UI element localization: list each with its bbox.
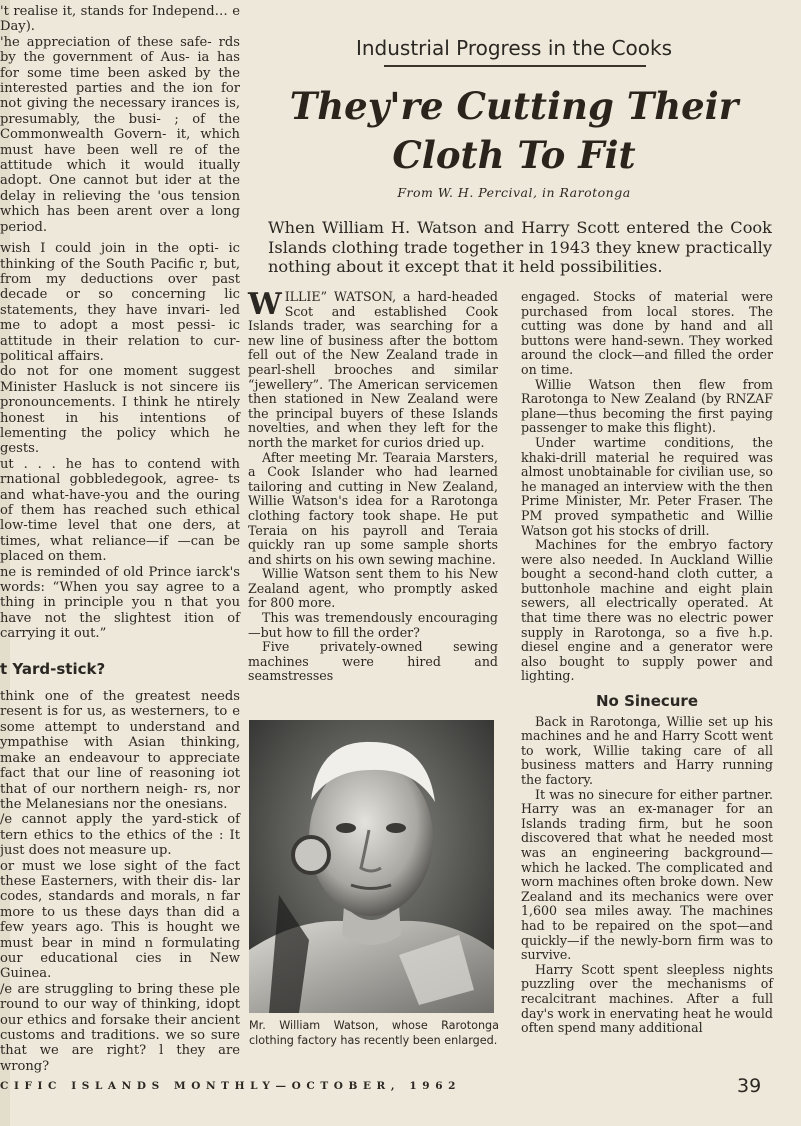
title-line: Cloth To Fit: [392, 133, 636, 177]
article-column-2: [521, 290, 773, 1036]
drop-cap: W: [248, 287, 282, 322]
left-paragraph: 'he appreciation of these safe- rds by the government of Aus- ia has for some time been asked by the interested parties and the ion for not giving the necessary irances is, presumably, the busi- ; of the Commonwealth Govern- it, which must have been well re of the attitude which it would itually adopt. One cannot but ider at the delay in relieving the 'ous tension which has been arent over a long period.: [0, 34, 240, 235]
page-number: 39: [737, 1075, 762, 1097]
body-paragraph: Harry Scott spent sleepless nights puzzling over the mechanisms of recalcitrant machines. After a full day's work in enervating heat he would often spend many additional: [521, 961, 773, 1036]
standfirst: When William H. Watson and Harry Scott entered the Cook Islands clothing trade together in 1943 they knew practically nothing about it except that it held possibilities.: [268, 218, 772, 276]
left-paragraph: wish I could join in the opti- ic thinking of the South Pacific r, but, from my deductions over past decade or so concerning lic statements, they have invari- led me to adopt a most pessi- ic attitude in their relation to cur- political affairs.: [0, 241, 240, 364]
left-subheading: t Yard-stick?: [0, 659, 106, 678]
left-paragraph: do not for one moment suggest Minister Hasluck is not sincere iis pronouncements. I think he ntirely honest in his intentions of lementing the policy which he gests.: [0, 364, 240, 457]
left-paragraph: think one of the greatest needs resent is for us, as westerners, to e some attempt to understand and ympathise with Asian thinking, make an endeavour to appreciate fact that our line of reasoning iot that of our northern neigh- rs, nor the Melanesians nor the onesians.: [0, 689, 240, 812]
running-footer: CIFIC ISLANDS MONTHLY—OCTOBER, 1962: [0, 1080, 462, 1092]
section-subheading: No Sinecure: [595, 692, 699, 711]
left-paragraph: ut . . . he has to contend with rnational gobbledegook, agree- ts and what-have-you and the ouring of them has reached such ethical low-time level that one ders, at times, what reliance—if —can be placed on them.: [0, 456, 240, 565]
portrait-photo: [249, 720, 494, 1013]
article-kicker: Industrial Progress in the Cooks: [355, 36, 673, 60]
body-paragraph: It was no sinecure for either partner. Harry was an ex-manager for an Islands trading firm, but he soon discovered that what he needed most was an engineering background—which he lacked. The complicated and worn machines often broke down. New Zealand and its mechanics were over 1,600 sea miles away. The machines had to be repaired on the spot—and quickly—if the newly-born firm was to survive.: [521, 786, 773, 963]
left-paragraph: 't realise it, stands for Independ… e Day).: [0, 4, 240, 35]
left-paragraph: /e are struggling to bring these ple round to our way of thinking, idopt our ethics and forsake their ancient customs and traditions. we so sure that we are right? l they are wrong?: [0, 981, 240, 1074]
body-paragraph: Five privately-owned sewing machines were hired and seamstresses: [248, 639, 498, 684]
body-paragraph: Under wartime conditions, the khaki-drill material he required was almost unobtainable for civilian use, so he managed an interview with the then Prime Minister, Mr. Peter Fraser. The PM proved sympathetic and Willie Watson got his stocks of drill.: [521, 434, 773, 538]
left-paragraph: or must we lose sight of the fact these Easterners, with their dis- lar codes, standards and morals, n far more to us these days than did a few years ago. This is hought we must bear in mind n formulating our educational cies in New Guinea.: [0, 858, 240, 982]
lead-paragraph: [248, 287, 498, 451]
body-paragraph: This was tremendously encouraging—but how to fill the order?: [248, 610, 498, 640]
byline: From W. H. Percival, in Rarotonga: [397, 185, 631, 200]
portrait-image: [249, 720, 494, 1013]
article-title: [256, 82, 772, 180]
body-paragraph: Machines for the embryo factory were also needed. In Auckland Willie bought a second-hand cloth cutter, a buttonhole machine and eight plain sewers, all electrically operated. At that time there was no electric power supply in Rarotonga, so a five h.p. diesel engine and a generator were also bought to supply power and lighting.: [521, 537, 773, 684]
photo-caption: Mr. William Watson, whose Rarotonga clothing factory has recently been enlarged.: [249, 1019, 499, 1047]
body-paragraph: Willie Watson then flew from Rarotonga to New Zealand (by RNZAF plane—thus becoming the first paying passenger to make this flight).: [521, 376, 773, 436]
body-paragraph: engaged. Stocks of material were purchased from local stores. The cutting was done by hand and all buttons were hand-sewn. They worked around the clock—and filled the order on time.: [521, 289, 773, 377]
title-line: They're Cutting Their: [289, 84, 739, 128]
previous-article-column: [0, 4, 240, 1074]
left-paragraph: /e cannot apply the yard-stick of tern ethics to the ethics of the : It just does not measure up.: [0, 812, 240, 859]
kicker-rule: [384, 65, 646, 67]
lead-text: ILLIE” WATSON, a hard-headed Scot and established Cook Islands trader, was searching for a new line of business after the bottom fell out of the New Zealand trade in pearl-shell brooches and similar “jewellery”. The American servicemen then stationed in New Zealand were the principal buyers of these Islands novelties, and when they left for the north the market for curios dried up.: [248, 289, 498, 450]
body-paragraph: Back in Rarotonga, Willie set up his machines and he and Harry Scott went to work, Willie taking care of all business matters and Harry running the factory.: [521, 713, 773, 787]
article-column-1: [248, 287, 498, 684]
body-paragraph: After meeting Mr. Tearaia Marsters, a Cook Islander who had learned tailoring and cutting in New Zealand, Willie Watson's idea for a Rarotonga clothing factory took shape. He put Teraia on his payroll and Teraia quickly ran up some sample shorts and shirts on his own sewing machine.: [248, 449, 498, 567]
body-paragraph: Willie Watson sent them to his New Zealand agent, who promptly asked for 800 more.: [248, 566, 498, 611]
left-paragraph: ne is reminded of old Prince iarck's words: “When you say agree to a thing in principle you n that you have not the slightest ition of carrying it out.”: [0, 564, 240, 642]
